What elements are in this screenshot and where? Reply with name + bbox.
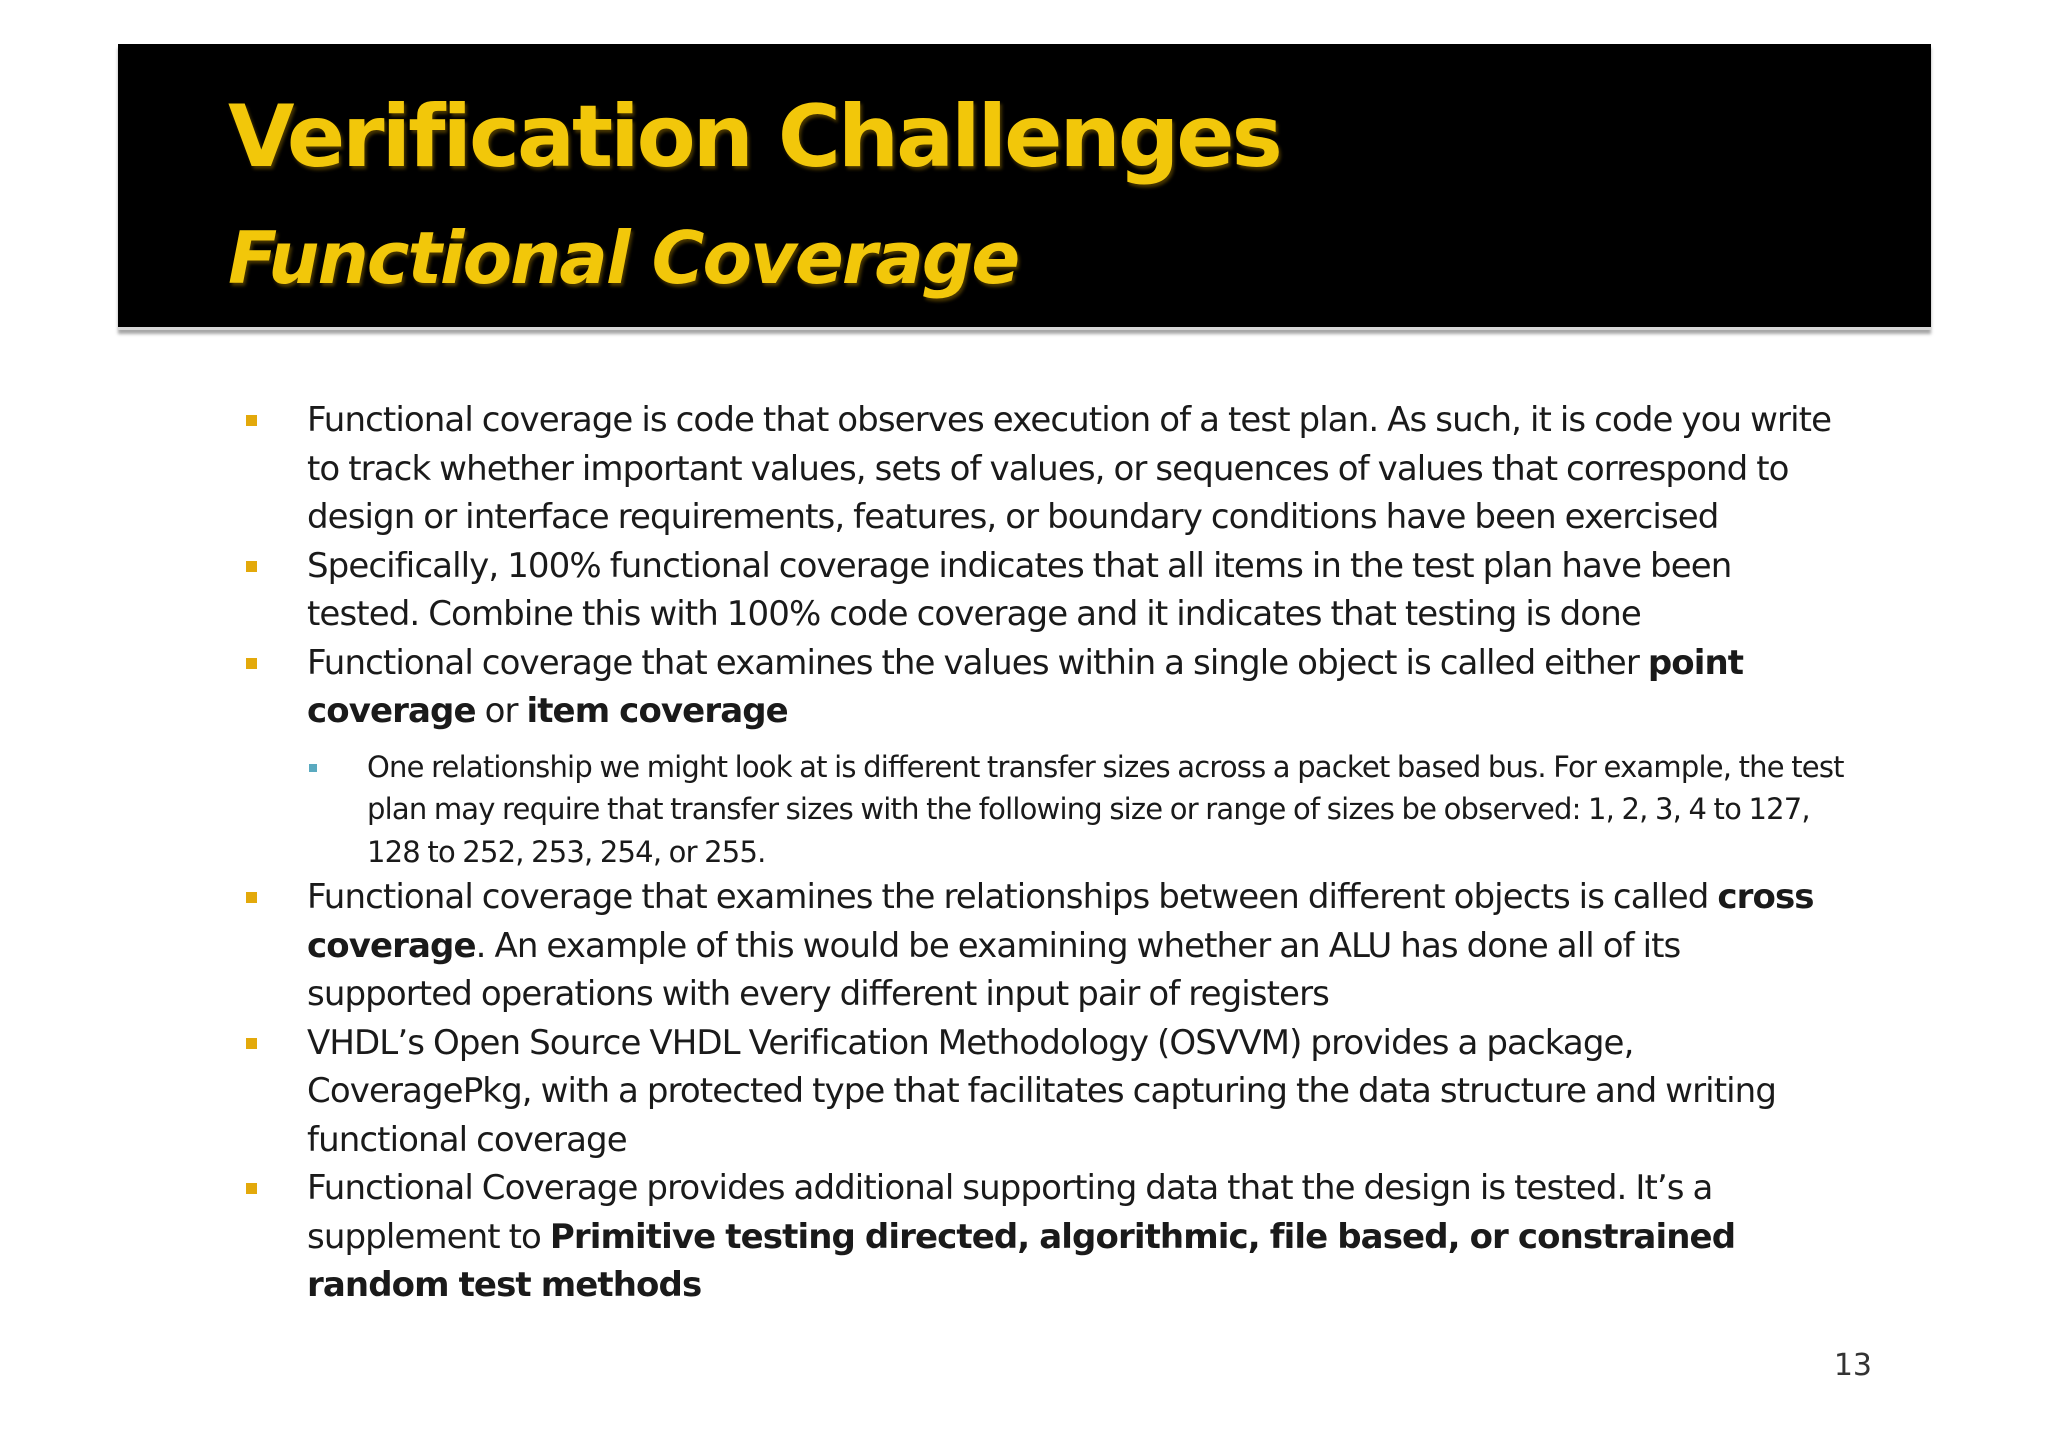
square-bullet-icon <box>246 1183 257 1194</box>
bullet-text: Functional coverage that examines the values within a single object is called either <box>307 642 1648 683</box>
bullet-item <box>240 542 1850 639</box>
square-bullet-icon <box>246 561 257 572</box>
bullet-item <box>240 639 1850 736</box>
bullet-item <box>240 396 1850 542</box>
bullet-text: Specifically, 100% functional coverage indicates that all items in the test plan have been tested. Combine this with 100% code coverage and it indicates that testing is done <box>307 545 1732 634</box>
square-bullet-icon <box>246 658 257 669</box>
sub-bullet-item <box>307 746 1850 874</box>
sub-bullet-text: One relationship we might look at is different transfer sizes across a packet based bus. For example, the test plan may require that transfer sizes with the following size or range of sizes be observed: 1, 2, 3, 4 to 127, 128 to 252, 253, 254, or 255. <box>367 749 1844 869</box>
slide-title: Verification Challenges <box>228 87 1280 187</box>
bullet-item <box>240 873 1850 1019</box>
bold-term-point-coverage: point coverage <box>307 642 1744 731</box>
bullet-list <box>240 396 1850 1310</box>
slide-number: 13 <box>1833 1348 1872 1383</box>
bullet-item <box>240 1164 1850 1310</box>
bold-term-cross-coverage: cross coverage <box>307 877 1814 966</box>
bullet-text: Functional coverage that examines the relationships between different objects is called <box>307 877 1718 917</box>
square-bullet-icon <box>246 1038 257 1049</box>
square-bullet-icon <box>246 892 257 903</box>
square-bullet-icon <box>246 415 257 426</box>
bullet-text: . An example of this would be examining whether an ALU has done all of its supported operations with every different input pair of registers <box>307 925 1681 1014</box>
square-sub-bullet-icon <box>309 764 317 772</box>
bullet-text: Functional Coverage provides additional supporting data that the design is tested. It’s a supplement to <box>307 1168 1713 1257</box>
bullet-text: VHDL’s Open Source VHDL Verification Methodology (OSVVM) provides a package, CoveragePkg, with a protected type that facilitates capturing the data structure and writing functional coverage <box>307 1022 1777 1160</box>
bold-term-item-coverage: item coverage <box>526 691 788 731</box>
bullet-text: or <box>475 691 527 731</box>
bold-term-test-methods: Primitive testing directed, algorithmic, file based, or constrained random test methods <box>307 1216 1736 1305</box>
title-banner <box>118 44 1931 330</box>
bullet-text: Functional coverage is code that observes execution of a test plan. As such, it is code you write to track whether important values, sets of values, or sequences of values that correspond to design or interface requirements, features, or boundary conditions have been exercised <box>307 400 1832 537</box>
slide-subtitle: Functional Coverage <box>228 216 1019 300</box>
bullet-item <box>240 1019 1850 1165</box>
